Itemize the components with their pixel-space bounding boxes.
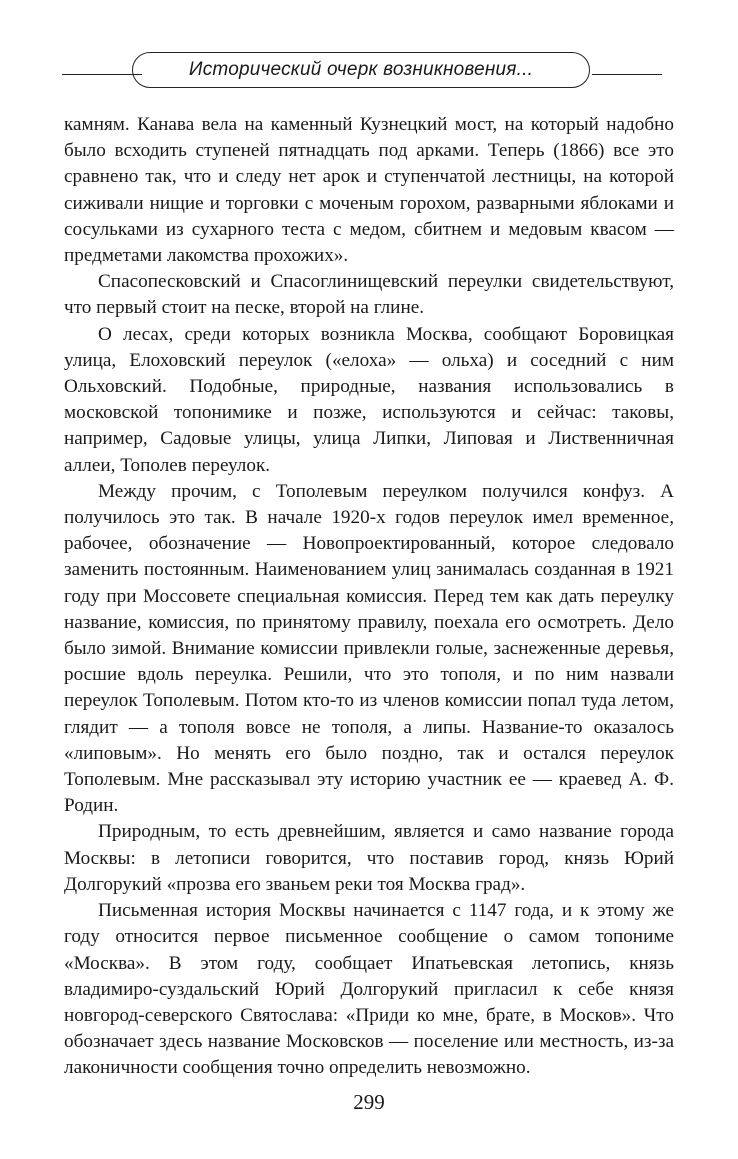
paragraph-continued: камням. Канава вела на каменный Кузнецкий мост, на который надобно было всходить ступеней пятнадцать под арками. Теперь (1866) все это сравнено так, что и следу нет арок и ступенчатой лестницы, на которой сиживали нищие и торговки с моченым горохом, разварными яблоками и сосульками из сухарного теста с медом, сбитнем и медовым квасом — предметами лакомства прохожих». — [64, 114, 674, 267]
page-number: 299 — [353, 1090, 385, 1114]
running-header — [62, 50, 662, 92]
paragraph: Спасопесковский и Спасоглинищевский переулки свидетельствуют, что первый стоит на песке, второй на глине. — [64, 271, 674, 319]
paragraph: Письменная история Москвы начинается с 1147 года, и к этому же году относится первое письменное сообщение о самом топониме «Москва». В этом году, сообщает Ипатьевская летопись, князь владимиро-суздальский Юрий Долгорукий пригласил к себе князя новгород-северского Святослава: «Приди ко мне, брате, в Москов». Что обозначает здесь название Московсков — поселение или местность, из-за лаконичности сообщения точно определить невозможно. — [64, 900, 674, 1079]
paragraph: Природным, то есть древнейшим, является и само название города Москвы: в летописи говорится, что поставив город, князь Юрий Долгорукий «прозва его званьем реки тоя Москва град». — [64, 821, 674, 895]
paragraph: О лесах, среди которых возникла Москва, сообщают Боровицкая улица, Елоховский переулок («елоха» — ольха) и соседний с ним Ольховский. Подобные, природные, названия использовались в московской топонимике и позже, используются и сейчас: таковы, например, Садовые улицы, улица Липки, Липовая и Лиственничная аллеи, Тополев переулок. — [64, 323, 674, 476]
header-rule-right — [592, 74, 662, 75]
body-text — [64, 112, 674, 1082]
paragraph: Между прочим, с Тополевым переулком получился конфуз. А получилось это так. В начале 1920-х годов переулок имел временное, рабочее, обозначение — Новопроектированный, которое следовало заменить постоянным. Наименованием улиц занималась созданная в 1921 году при Моссовете специальная комиссия. Перед тем как дать переулку название, комиссия, по принятому правилу, поехала его осмотреть. Дело было зимой. Внимание комиссии привлекли голые, заснеженные деревья, росшие вдоль переулка. Решили, что это тополя, и по ним назвали переулок Тополевым. Потом кто-то из членов комиссии попал туда летом, глядит — а тополя вовсе не тополя, а липы. Название-то оказалось «липовым». Но менять его было поздно, так и остался переулок Тополевым. Мне рассказывал эту историю участник ее — краевед А. Ф. Родин. — [64, 480, 674, 817]
header-rule-left — [62, 74, 142, 75]
header-frame — [132, 52, 590, 88]
running-header-title: Исторический очерк возникновения... — [188, 59, 534, 80]
